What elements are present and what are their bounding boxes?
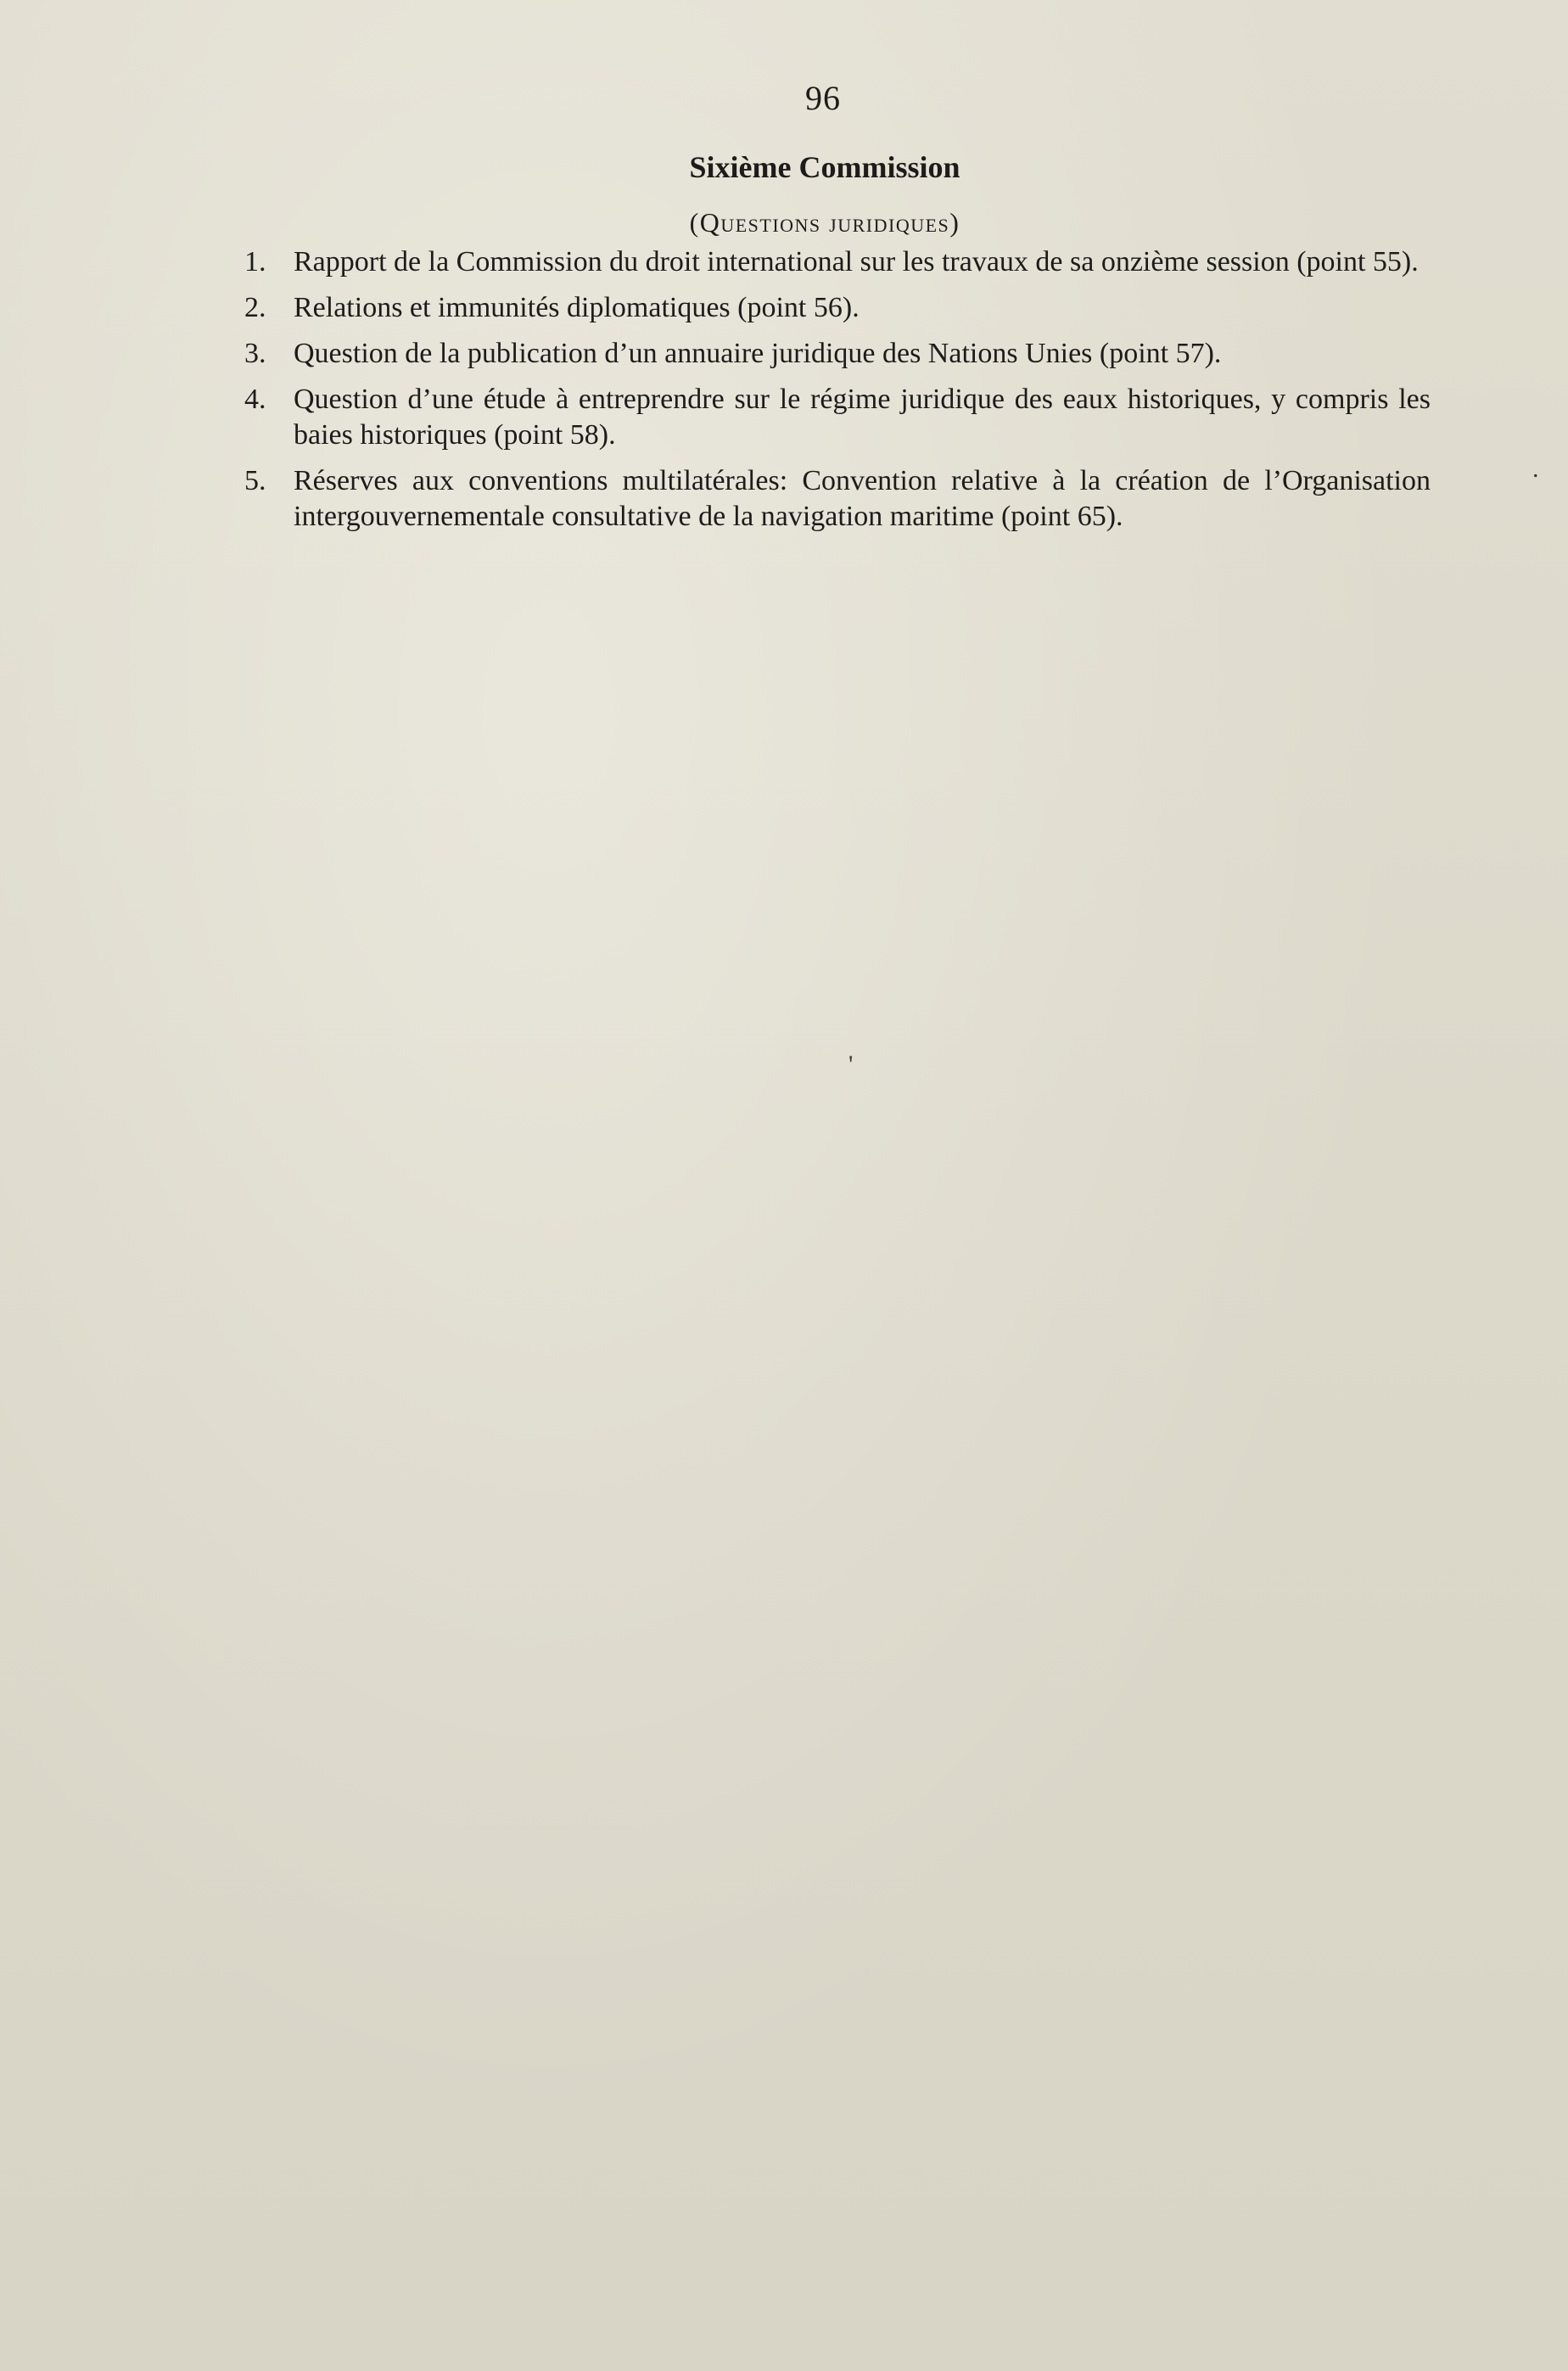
agenda-item: [244, 382, 1431, 453]
page-number: 96: [805, 79, 841, 117]
agenda-item-text: Question de la publication d’un annuaire juridique des Nations Unies (point 57).: [294, 338, 1222, 369]
agenda-item-text: Relations et immunités diplomatiques (point 56).: [294, 292, 860, 323]
agenda-item: [244, 290, 1431, 326]
stray-mark: .: [1532, 455, 1539, 483]
agenda-item-number: 1.: [244, 246, 266, 277]
agenda-item: [244, 463, 1431, 535]
agenda-item-number: 5.: [244, 465, 266, 496]
agenda-item-text: Rapport de la Commission du droit international sur les travaux de sa onzième session (point 55).: [294, 246, 1419, 277]
agenda-item-text: Réserves aux conventions multilatérales: Convention relative à la création de l’Organisation intergouvernementale consultative de la navigation maritime (point 65).: [294, 465, 1431, 532]
section-heading: Sixième Commission: [689, 150, 960, 184]
agenda-item: [244, 244, 1431, 280]
agenda-item: [244, 336, 1431, 372]
stray-mark: ': [848, 1051, 854, 1079]
agenda-item-number: 4.: [244, 384, 266, 415]
agenda-item-number: 2.: [244, 292, 266, 323]
agenda-list: [244, 244, 1431, 545]
section-subheading: (Questions juridiques): [689, 207, 960, 238]
agenda-item-number: 3.: [244, 338, 266, 369]
agenda-item-text: Question d’une étude à entreprendre sur le régime juridique des eaux historiques, y compris les baies historiques (point 58).: [294, 384, 1431, 451]
